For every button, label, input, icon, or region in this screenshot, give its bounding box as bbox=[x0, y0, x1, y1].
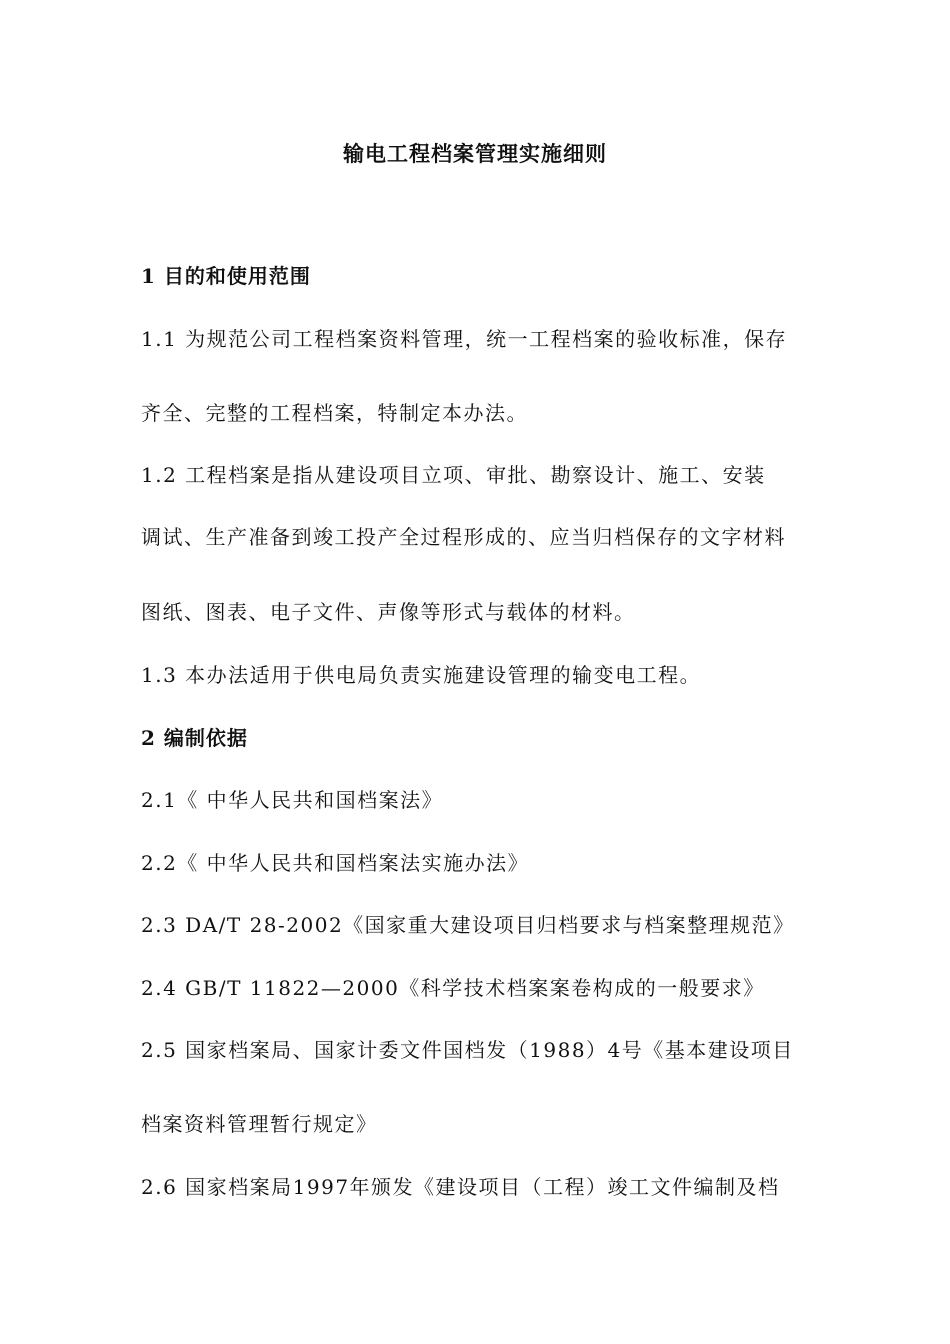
paragraph-line: 1.1 为规范公司工程档案资料管理，统一工程档案的验收标准，保存 bbox=[141, 327, 788, 351]
paragraph-line: 2.6 国家档案局1997年颁发《建设项目（工程）竣工文件编制及档 bbox=[141, 1175, 780, 1199]
paragraph-line: 齐全、完整的工程档案，特制定本办法。 bbox=[141, 401, 528, 425]
section-heading-2: 2 编制依据 bbox=[141, 726, 248, 750]
paragraph-line: 图纸、图表、电子文件、声像等形式与载体的材料。 bbox=[141, 600, 636, 624]
paragraph-line: 2.4 GB/T 11822—2000《科学技术档案案卷构成的一般要求》 bbox=[141, 976, 765, 1000]
paragraph-line: 2.1《 中华人民共和国档案法》 bbox=[141, 788, 444, 812]
paragraph-line: 2.3 DA/T 28-2002《国家重大建设项目归档要求与档案整理规范》 bbox=[141, 913, 795, 937]
paragraph-line: 1.2 工程档案是指从建设项目立项、审批、勘察设计、施工、安装 bbox=[141, 463, 766, 487]
paragraph-line: 2.2《 中华人民共和国档案法实施办法》 bbox=[141, 851, 530, 875]
document-title: 输电工程档案管理实施细则 bbox=[343, 141, 607, 166]
paragraph-line: 调试、生产准备到竣工投产全过程形成的、应当归档保存的文字材料 bbox=[141, 525, 786, 549]
paragraph-line: 1.3 本办法适用于供电局负责实施建设管理的输变电工程。 bbox=[141, 663, 702, 687]
paragraph-line: 档案资料管理暂行规定》 bbox=[141, 1112, 378, 1136]
paragraph-line: 2.5 国家档案局、国家计委文件国档发（1988）4号《基本建设项目 bbox=[141, 1038, 794, 1062]
section-heading-1: 1 目的和使用范围 bbox=[141, 264, 311, 288]
